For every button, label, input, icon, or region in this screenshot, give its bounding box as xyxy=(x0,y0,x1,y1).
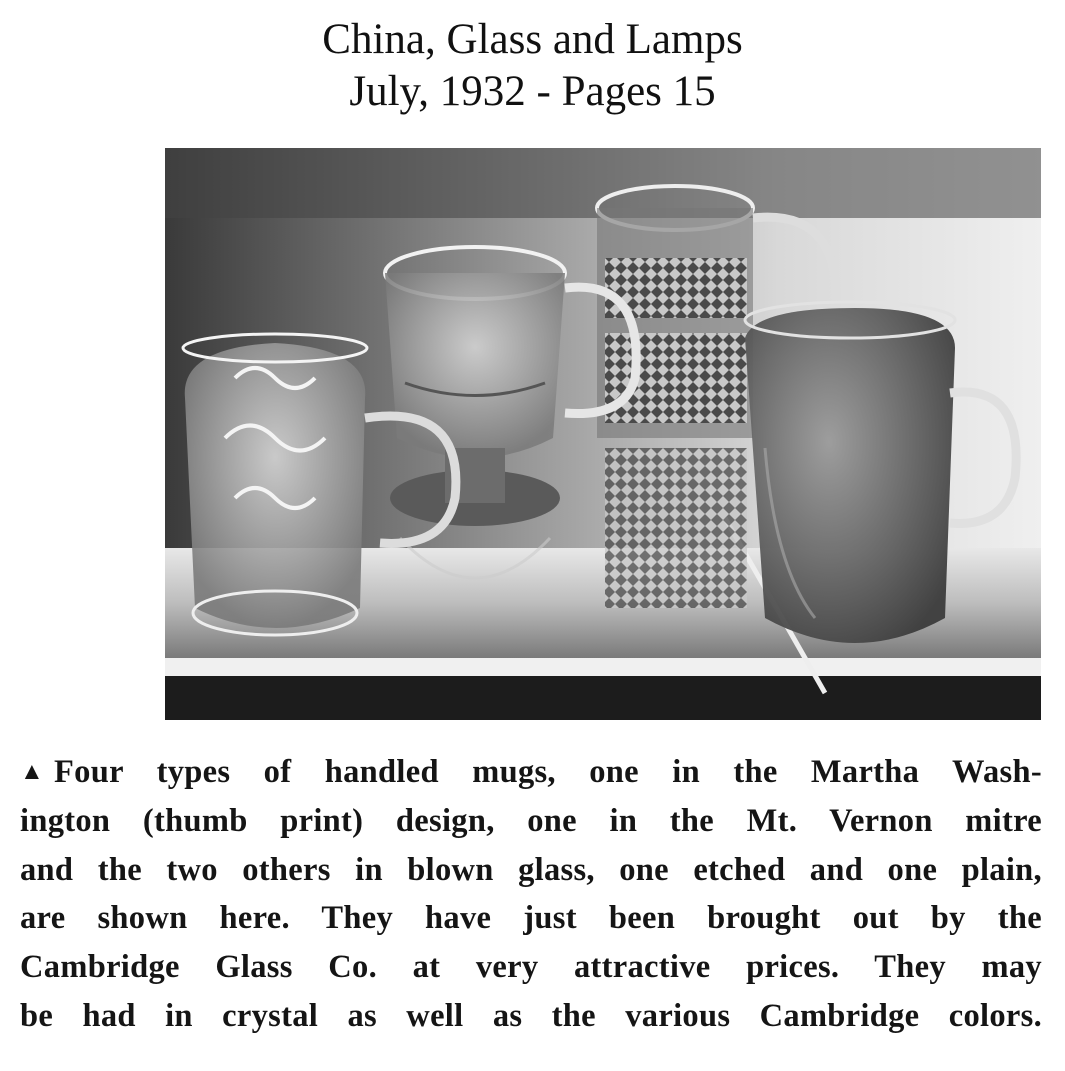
caption-line-4: are shown here. They have just been brought out by the xyxy=(20,900,1042,937)
caption-line-3: and the two others in blown glass, one etched and one plain, xyxy=(20,851,1042,888)
publication-date-pages: July, 1932 - Pages 15 xyxy=(349,68,716,115)
caption-line-6: be had in crystal as well as the various Cambridge colors. xyxy=(20,997,1042,1034)
triangle-marker-icon: ▲ xyxy=(20,759,45,785)
glass-mugs-photo xyxy=(165,148,1041,720)
publication-title: China, Glass and Lamps xyxy=(322,16,743,63)
caption-line-5: Cambridge Glass Co. at very attractive prices. They may xyxy=(20,949,1042,986)
page-header xyxy=(0,14,1065,118)
caption-line-1: ▲ Four types of handled mugs, one in the Martha Wash- xyxy=(20,748,1042,797)
caption-line-2: ington (thumb print) design, one in the Mt. Vernon mitre xyxy=(20,802,1042,839)
photo-caption xyxy=(20,748,1042,1041)
